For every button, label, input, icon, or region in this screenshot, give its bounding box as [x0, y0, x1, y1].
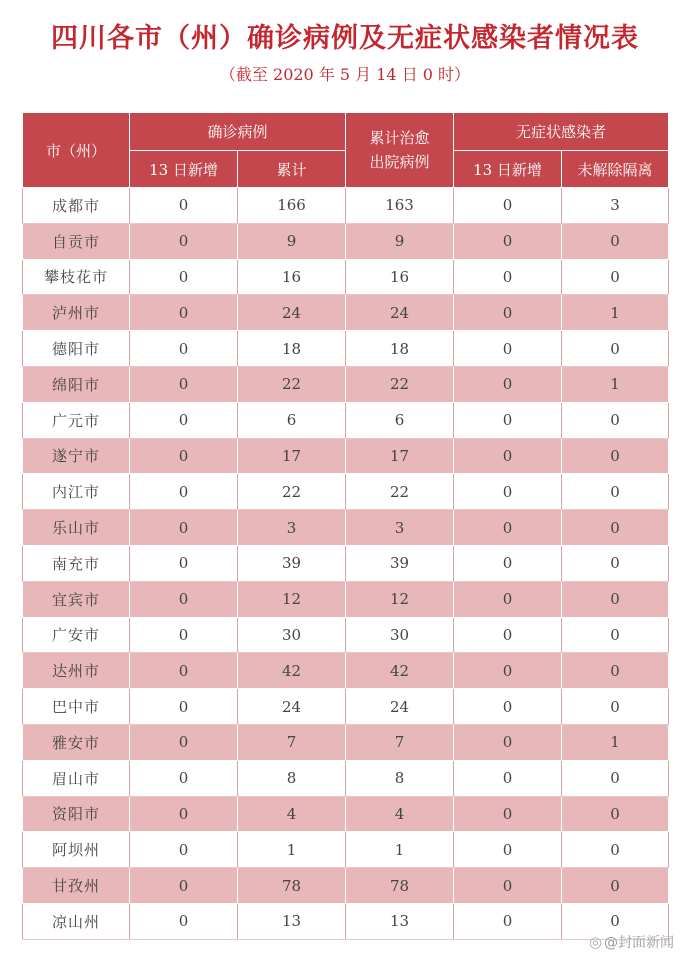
- cell-asym-new: 0: [454, 223, 562, 259]
- cell-recovered: 3: [346, 510, 454, 546]
- cell-recovered: 9: [346, 223, 454, 259]
- cell-new: 0: [130, 689, 238, 725]
- cell-asym-unreleased: 0: [562, 903, 669, 939]
- cell-cumulative: 42: [238, 653, 346, 689]
- cell-new: 0: [130, 259, 238, 295]
- cell-recovered: 22: [346, 474, 454, 510]
- cell-asym-unreleased: 0: [562, 259, 669, 295]
- cell-city: 资阳市: [23, 796, 130, 832]
- cell-city: 南充市: [23, 545, 130, 581]
- table-row: [23, 188, 669, 224]
- cell-recovered: 24: [346, 689, 454, 725]
- cell-cumulative: 24: [238, 689, 346, 725]
- cell-asym-unreleased: 0: [562, 223, 669, 259]
- cell-asym-unreleased: 0: [562, 331, 669, 367]
- cell-asym-new: 0: [454, 903, 562, 939]
- cell-new: 0: [130, 188, 238, 224]
- table-row: [23, 653, 669, 689]
- cell-asym-new: 0: [454, 331, 562, 367]
- cell-cumulative: 30: [238, 617, 346, 653]
- cell-asym-new: 0: [454, 689, 562, 725]
- cell-recovered: 24: [346, 295, 454, 331]
- cell-cumulative: 22: [238, 366, 346, 402]
- header-cumulative: 累计: [238, 151, 346, 188]
- watermark-text: @封面新闻: [604, 935, 674, 951]
- cell-recovered: 30: [346, 617, 454, 653]
- cell-cumulative: 7: [238, 724, 346, 760]
- cell-city: 雅安市: [23, 724, 130, 760]
- table-row: [23, 545, 669, 581]
- cell-city: 宜宾市: [23, 581, 130, 617]
- cell-new: 0: [130, 832, 238, 868]
- weibo-icon: ◎: [588, 933, 602, 951]
- cell-new: 0: [130, 295, 238, 331]
- cell-recovered: 22: [346, 366, 454, 402]
- table-row: [23, 903, 669, 939]
- cell-city: 甘孜州: [23, 868, 130, 904]
- cell-asym-new: 0: [454, 724, 562, 760]
- cell-city: 自贡市: [23, 223, 130, 259]
- cell-city: 阿坝州: [23, 832, 130, 868]
- cell-asym-new: 0: [454, 188, 562, 224]
- cell-asym-unreleased: 1: [562, 724, 669, 760]
- table-row: [23, 724, 669, 760]
- cell-asym-new: 0: [454, 474, 562, 510]
- cell-asym-unreleased: 0: [562, 402, 669, 438]
- cell-city: 广元市: [23, 402, 130, 438]
- cell-cumulative: 1: [238, 832, 346, 868]
- cell-recovered: 39: [346, 545, 454, 581]
- table-row: [23, 402, 669, 438]
- cell-new: 0: [130, 510, 238, 546]
- cell-recovered: 12: [346, 581, 454, 617]
- cell-cumulative: 9: [238, 223, 346, 259]
- cell-asym-unreleased: 1: [562, 366, 669, 402]
- cell-city: 眉山市: [23, 760, 130, 796]
- header-asymptomatic-group: 无症状感染者: [454, 113, 669, 151]
- cell-asym-new: 0: [454, 796, 562, 832]
- cell-asym-unreleased: 0: [562, 832, 669, 868]
- cell-city: 绵阳市: [23, 366, 130, 402]
- cell-cumulative: 39: [238, 545, 346, 581]
- page-subtitle: （截至 2020 年 5 月 14 日 0 时）: [219, 65, 471, 84]
- table-row: [23, 331, 669, 367]
- cell-recovered: 6: [346, 402, 454, 438]
- cell-new: 0: [130, 331, 238, 367]
- cell-city: 达州市: [23, 653, 130, 689]
- cell-cumulative: 3: [238, 510, 346, 546]
- cell-new: 0: [130, 474, 238, 510]
- table-row: [23, 796, 669, 832]
- header-confirmed-group: 确诊病例: [130, 113, 346, 151]
- cell-asym-new: 0: [454, 868, 562, 904]
- cell-asym-new: 0: [454, 832, 562, 868]
- cell-new: 0: [130, 724, 238, 760]
- cell-asym-new: 0: [454, 295, 562, 331]
- cell-recovered: 16: [346, 259, 454, 295]
- table-header: [23, 113, 669, 188]
- cell-asym-unreleased: 0: [562, 760, 669, 796]
- table-row: [23, 617, 669, 653]
- header-recovered: 累计治愈出院病例: [346, 113, 454, 188]
- table-row: [23, 689, 669, 725]
- cell-asym-unreleased: 0: [562, 545, 669, 581]
- table-row: [23, 259, 669, 295]
- table-row: [23, 868, 669, 904]
- cell-city: 成都市: [23, 188, 130, 224]
- cell-recovered: 8: [346, 760, 454, 796]
- cell-new: 0: [130, 760, 238, 796]
- cell-city: 攀枝花市: [23, 259, 130, 295]
- cell-cumulative: 22: [238, 474, 346, 510]
- cell-cumulative: 17: [238, 438, 346, 474]
- cell-cumulative: 16: [238, 259, 346, 295]
- cell-recovered: 78: [346, 868, 454, 904]
- cell-asym-unreleased: 0: [562, 581, 669, 617]
- cell-new: 0: [130, 581, 238, 617]
- table-row: [23, 366, 669, 402]
- cell-asym-new: 0: [454, 510, 562, 546]
- cell-asym-new: 0: [454, 581, 562, 617]
- cell-cumulative: 13: [238, 903, 346, 939]
- cell-asym-unreleased: 0: [562, 474, 669, 510]
- cell-cumulative: 78: [238, 868, 346, 904]
- cell-asym-new: 0: [454, 653, 562, 689]
- cell-recovered: 7: [346, 724, 454, 760]
- cell-new: 0: [130, 223, 238, 259]
- header-new-13: 13 日新增: [130, 151, 238, 188]
- cases-table: [22, 112, 669, 940]
- table-row: [23, 438, 669, 474]
- cell-new: 0: [130, 868, 238, 904]
- table-row: [23, 223, 669, 259]
- table-row: [23, 295, 669, 331]
- cell-new: 0: [130, 366, 238, 402]
- cell-new: 0: [130, 545, 238, 581]
- cell-asym-new: 0: [454, 617, 562, 653]
- table-body: [23, 188, 669, 940]
- page-title: 四川各市（州）确诊病例及无症状感染者情况表: [51, 23, 639, 54]
- cell-new: 0: [130, 617, 238, 653]
- cell-recovered: 1: [346, 832, 454, 868]
- cell-recovered: 42: [346, 653, 454, 689]
- table-row: [23, 510, 669, 546]
- cell-asym-unreleased: 0: [562, 617, 669, 653]
- cell-asym-new: 0: [454, 259, 562, 295]
- cell-city: 德阳市: [23, 331, 130, 367]
- cell-recovered: 17: [346, 438, 454, 474]
- cell-asym-unreleased: 0: [562, 689, 669, 725]
- cell-city: 乐山市: [23, 510, 130, 546]
- cell-asym-unreleased: 3: [562, 188, 669, 224]
- header-asym-new-13: 13 日新增: [454, 151, 562, 188]
- cell-city: 凉山州: [23, 903, 130, 939]
- header-city: 市（州）: [23, 113, 130, 188]
- cell-new: 0: [130, 438, 238, 474]
- header-asym-unreleased: 未解除隔离: [562, 151, 669, 188]
- cell-asym-unreleased: 0: [562, 653, 669, 689]
- cell-asym-new: 0: [454, 545, 562, 581]
- cell-asym-unreleased: 0: [562, 868, 669, 904]
- cell-asym-unreleased: 0: [562, 438, 669, 474]
- cell-asym-unreleased: 0: [562, 796, 669, 832]
- cell-new: 0: [130, 903, 238, 939]
- table-row: [23, 760, 669, 796]
- cell-recovered: 4: [346, 796, 454, 832]
- cell-cumulative: 24: [238, 295, 346, 331]
- cell-asym-new: 0: [454, 760, 562, 796]
- cell-cumulative: 18: [238, 331, 346, 367]
- cell-recovered: 163: [346, 188, 454, 224]
- cell-cumulative: 4: [238, 796, 346, 832]
- cell-new: 0: [130, 653, 238, 689]
- watermark: [589, 932, 674, 952]
- cell-cumulative: 12: [238, 581, 346, 617]
- cell-asym-new: 0: [454, 438, 562, 474]
- cell-cumulative: 8: [238, 760, 346, 796]
- cell-cumulative: 6: [238, 402, 346, 438]
- cell-recovered: 13: [346, 903, 454, 939]
- cell-city: 遂宁市: [23, 438, 130, 474]
- cell-city: 巴中市: [23, 689, 130, 725]
- cell-asym-unreleased: 0: [562, 510, 669, 546]
- cell-city: 泸州市: [23, 295, 130, 331]
- table-row: [23, 832, 669, 868]
- cell-city: 内江市: [23, 474, 130, 510]
- cell-asym-new: 0: [454, 402, 562, 438]
- cell-asym-unreleased: 1: [562, 295, 669, 331]
- table-row: [23, 581, 669, 617]
- table-row: [23, 474, 669, 510]
- cell-city: 广安市: [23, 617, 130, 653]
- cell-recovered: 18: [346, 331, 454, 367]
- cell-asym-new: 0: [454, 366, 562, 402]
- cell-new: 0: [130, 402, 238, 438]
- cell-cumulative: 166: [238, 188, 346, 224]
- cell-new: 0: [130, 796, 238, 832]
